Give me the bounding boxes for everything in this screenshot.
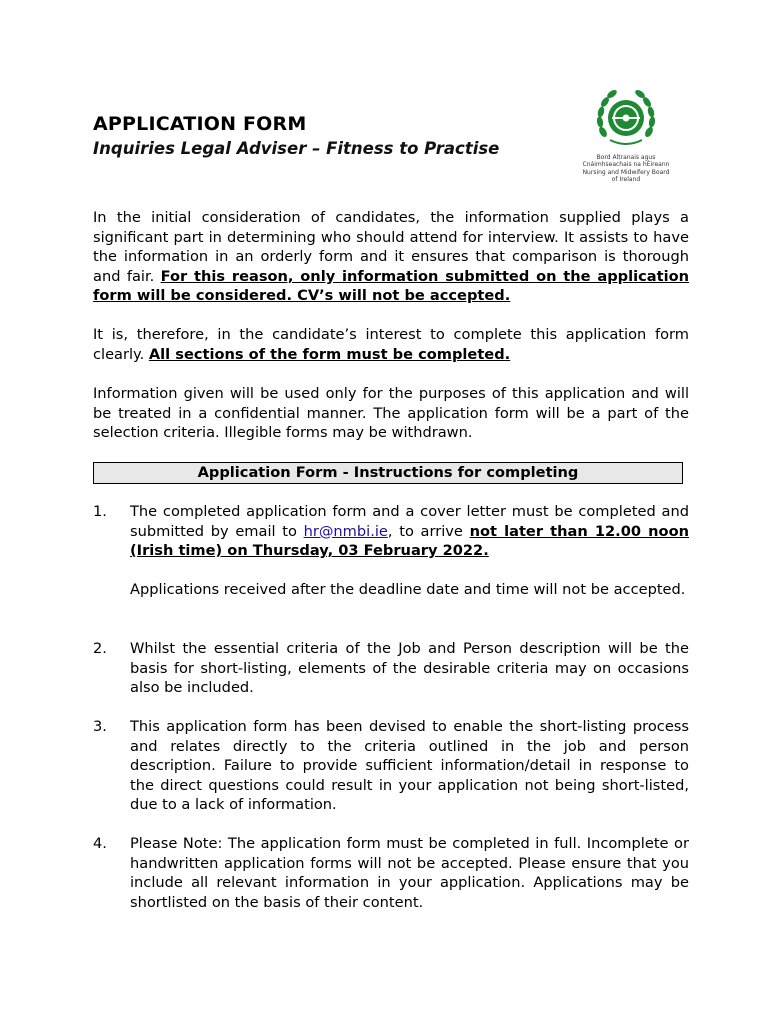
item-1-text-mid: , to arrive [387,522,470,540]
intro-p2-emphasis: All sections of the form must be completed. [148,345,511,363]
item-2-text: Whilst the essential criteria of the Job and Person description will be the basis for short-listing, elements of the desirable criteria may on occasions also be included. [130,640,689,697]
item-1-text [130,502,689,561]
intro-paragraph-3: Information given will be used only for the purposes of this application and will be treated in a confidential manner. The application form will be a part of the selection criteria. Illegible forms may be withdrawn. [93,385,689,442]
page-title: APPLICATION FORM [93,113,307,135]
email-link[interactable]: hr@nmbi.ie [303,522,388,540]
intro-p1-text: In the initial consideration of candidates, the information supplied plays a significant part in determining who should attend for interview. It assists to have the information in an orderly form and it ensures that comparison is thorough and fair. [93,209,689,285]
item-3-number: 3. [93,718,107,735]
nmbi-crest-icon [596,88,656,150]
item-4-text: Please Note: The application form must be completed in full. Incomplete or handwritten application forms will not be accepted. Please ensure that you include all relevant information in your application. Applications may be shortlisted on the basis of their content. [130,835,689,911]
item-4-number: 4. [93,835,107,852]
instructions-heading: Application Form - Instructions for completing [93,462,683,484]
logo-text [580,154,672,183]
logo-irish-line-1: Bord Altranais agus [596,154,656,161]
item-1-text-before: The completed application form and a cover letter must be completed and submitted by email to [130,503,689,540]
logo-english-line-2: of Ireland [611,175,641,183]
item-1-number: 1. [93,503,107,520]
logo-irish-line-2: Cnáimhseachais na hÉireann [582,161,670,169]
item-2-number: 2. [93,640,107,657]
intro-p2-text: It is, therefore, in the candidate’s interest to complete this application form clearly. [93,326,689,363]
page-subtitle: Inquiries Legal Adviser – Fitness to Practise [93,139,500,158]
intro-p1-emphasis: For this reason, only information submitted on the application form will be considered. CV’s will not be accepted. [93,267,689,305]
item-3-text: This application form has been devised to enable the short-listing process and relates directly to the criteria outlined in the job and person description. Failure to provide sufficient information/detail in response to the direct questions could result in your application not being short-listed, due to a lack of information. [130,718,689,814]
item-1-followup: Applications received after the deadline date and time will not be accepted. [130,581,686,598]
intro-paragraph-1 [93,208,689,306]
intro-paragraph-2 [93,325,689,364]
logo-english-line-1: Nursing and Midwifery Board [582,168,670,176]
nmbi-logo [580,88,672,192]
item-1-deadline: not later than 12.00 noon (Irish time) on Thursday, 03 February 2022. [130,522,689,560]
